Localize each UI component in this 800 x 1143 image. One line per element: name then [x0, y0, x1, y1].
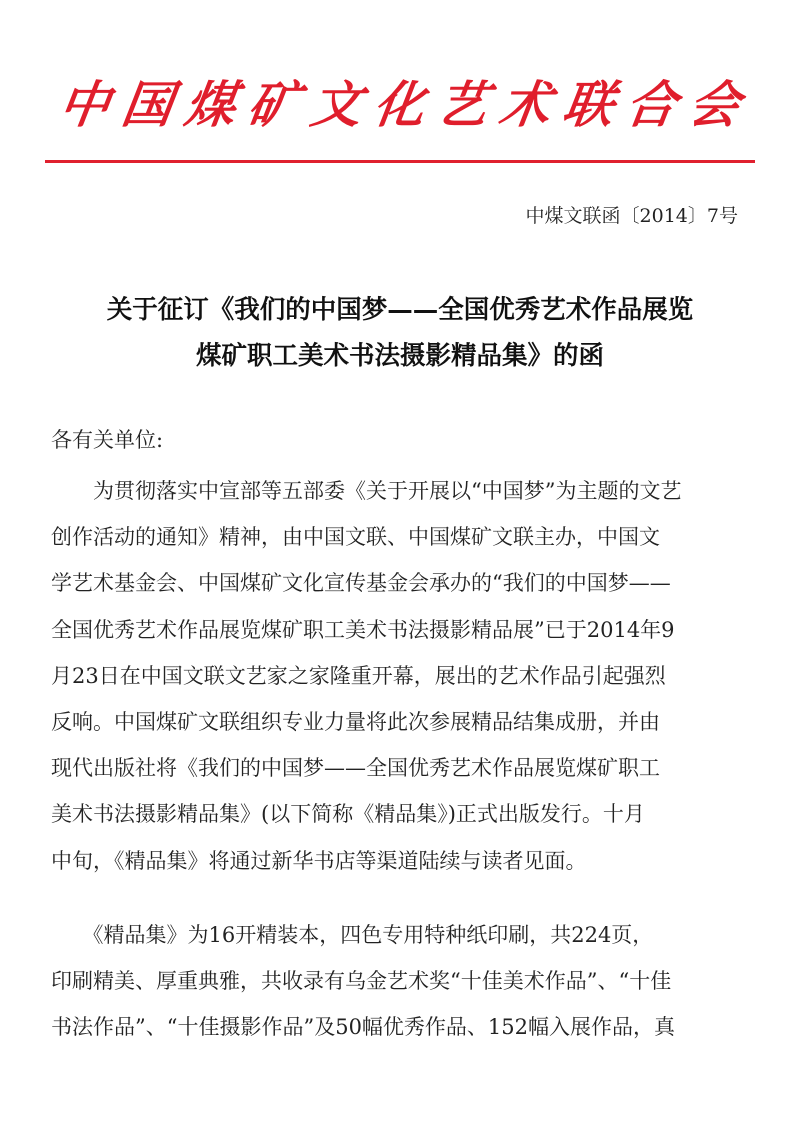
- salutation: 各有关单位:: [51, 428, 164, 452]
- paragraph-line: 学艺术基金会、中国煤矿文化宣传基金会承办的“我们的中国梦——: [51, 571, 671, 596]
- paragraph-line: 月23日在中国文联文艺家之家隆重开幕，展出的艺术作品引起强烈: [51, 663, 666, 688]
- letterhead-char: 联: [559, 75, 618, 134]
- letterhead-char: 术: [496, 75, 555, 134]
- paragraph-line: 美术书法摄影精品集》(以下简称《精品集》)正式出版发行。十月: [51, 802, 645, 827]
- body-paragraph-2: [51, 912, 751, 1051]
- letterhead-org-name: [55, 66, 744, 136]
- paragraph-line: 《精品集》为16开精装本，四色专用特种纸印刷，共224页，: [51, 923, 654, 947]
- letterhead-char: 艺: [433, 75, 492, 134]
- document-number: 中煤文联函〔2014〕7号: [525, 205, 738, 227]
- title-line: 关于征订《我们的中国梦——全国优秀艺术作品展览: [106, 295, 694, 325]
- letterhead-char: 矿: [244, 75, 303, 134]
- letterhead-divider: [45, 160, 755, 163]
- letterhead-char: 中: [55, 75, 114, 134]
- document-title: [40, 287, 760, 379]
- paragraph-line: 创作活动的通知》精神，由中国文联、中国煤矿文联主办，中国文: [51, 525, 660, 550]
- letterhead-char: 煤: [181, 75, 240, 134]
- body-paragraph-1: [51, 468, 751, 884]
- letterhead-char: 会: [685, 75, 744, 134]
- letterhead-char: 化: [370, 75, 429, 134]
- paragraph-line: 为贯彻落实中宣部等五部委《关于开展以“中国梦”为主题的文艺: [51, 479, 682, 503]
- paragraph-line: 中旬，《精品集》将通过新华书店等渠道陆续与读者见面。: [51, 848, 587, 873]
- letterhead-char: 合: [622, 75, 681, 134]
- paragraph-line: 全国优秀艺术作品展览煤矿职工美术书法摄影精品展”已于2014年9: [51, 617, 675, 642]
- paragraph-line: 书法作品”、“十佳摄影作品”及50幅优秀作品、152幅入展作品，真: [51, 1015, 676, 1040]
- title-line: 煤矿职工美术书法摄影精品集》的函: [195, 341, 604, 371]
- letterhead-char: 国: [118, 75, 177, 134]
- letterhead-char: 文: [307, 75, 366, 134]
- paragraph-line: 反响。中国煤矿文联组织专业力量将此次参展精品结集成册，并由: [51, 710, 660, 735]
- paragraph-line: 印刷精美、厚重典雅，共收录有乌金艺术奖“十佳美术作品”、“十佳: [51, 969, 672, 994]
- paragraph-line: 现代出版社将《我们的中国梦——全国优秀艺术作品展览煤矿职工: [51, 756, 660, 781]
